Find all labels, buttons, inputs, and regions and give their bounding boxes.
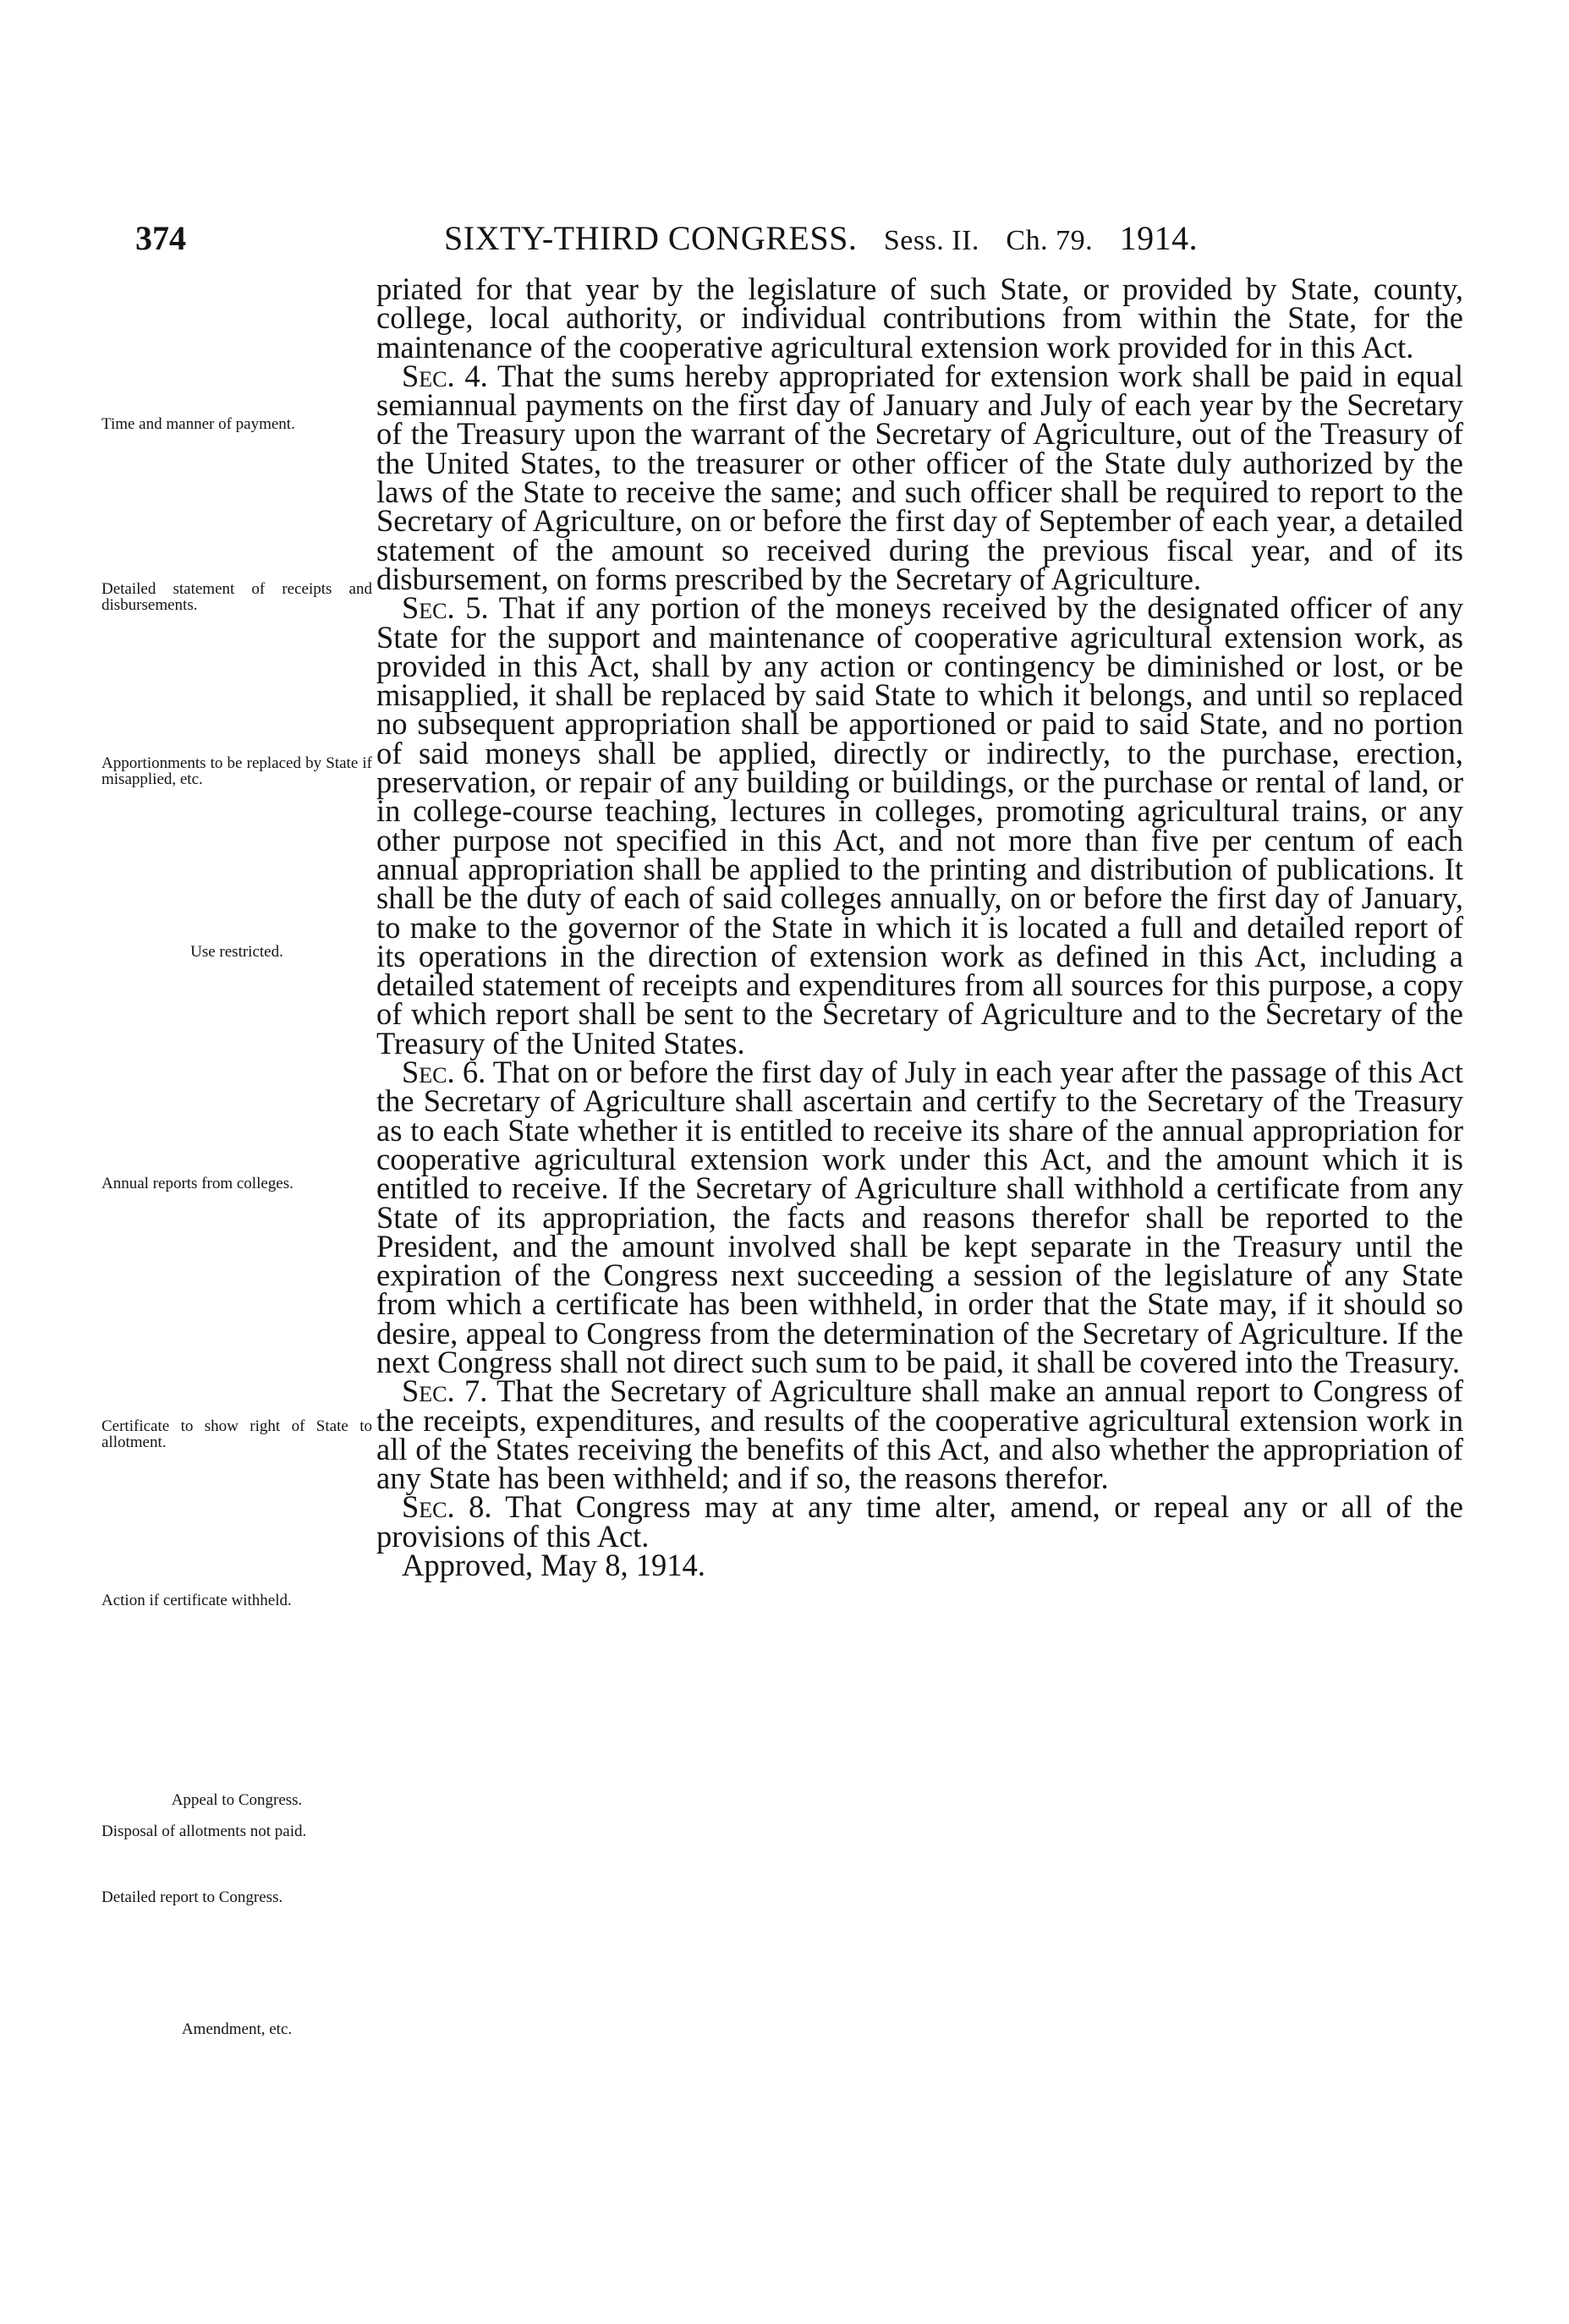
section-7-text: That the Secretary of Agriculture shall make an annual report to Congress of the receipts, expenditures, and results of the cooperative agricultural extension work in all of the States receiving the benefits of this Act, and also whether the appropriation of any State has been withheld; and if so, the reasons therefor. <box>376 1373 1463 1496</box>
page-header <box>0 213 1569 264</box>
margin-note-time-and-manner: Time and manner of payment. <box>101 415 295 433</box>
statute-body <box>376 271 1464 1583</box>
running-head-year: 1914. <box>1119 219 1199 257</box>
section-4 <box>376 358 1464 596</box>
section-6 <box>376 1055 1464 1379</box>
margin-note-detailed-statement: Detailed statement of receipts and disbursements. <box>101 580 372 614</box>
section-8 <box>376 1489 1464 1554</box>
margin-note-apportionments: Apportionments to be replaced by State if misapplied, etc. <box>101 754 372 788</box>
section-4-text: That the sums hereby appropriated for extension work shall be paid in equal semiannual payments on the first day of January and July of each year by the Secretary of the Treasury upon the warrant of the Secretary of Agriculture, out of the Treasury of the United States, to the treasurer or other officer of the State duly authorized by the laws of the State to receive the same; and such officer shall be required to report to the Secretary of Agriculture, on or before the first day of September of each year, a detailed statement of the amount so received during the previous fiscal year, and of its disbursement, on forms prescribed by the Secretary of Agriculture. <box>376 358 1464 596</box>
section-4-number: Sec. 4. <box>402 358 488 393</box>
section-6-number: Sec. 6. <box>402 1055 486 1090</box>
margin-note-annual-reports: Annual reports from colleges. <box>101 1175 294 1192</box>
section-5-number: Sec. 5. <box>402 590 489 626</box>
margin-note-certificate: Certificate to show right of State to allotment. <box>101 1417 372 1451</box>
page-number: 374 <box>135 219 186 257</box>
running-head-congress: SIXTY-THIRD CONGRESS. <box>444 219 858 257</box>
section-5-text: That if any portion of the moneys received by the designated officer of any State for the support and maintenance of cooperative agricultural extension work, as provided in this Act, shall by any action or contingency be diminished or lost, or be misapplied, it shall be replaced by said State to which it belongs, and until so replaced no subsequent appropriation shall be apportioned or paid to said State, and no portion of said moneys shall be applied, directly or indirectly, to the purchase, erection, preservation, or repair of any building or buildings, or the purchase or rental of land, or in college-course teaching, lectures in colleges, promoting agricultural trains, or any other purpose not specified in this Act, and not more than five per centum of each annual appropriation shall be applied to the printing and distribution of publications. It shall be the duty of each of said colleges annually, on or before the first day of January, to make to the governor of the State in which it is located a full and detailed report of its operations in the direction of extension work as defined in this Act, including a detailed statement of receipts and expenditures from all sources for this purpose, a copy of which report shall be sent to the Secretary of Agriculture and to the Secretary of the Treasury of the United States. <box>376 590 1464 1061</box>
section-8-number: Sec. 8. <box>402 1489 492 1525</box>
section-7-number: Sec. 7. <box>402 1373 488 1409</box>
section-8-text: That Congress may at any time alter, amend, or repeal any or all of the provisions of this Act. <box>376 1489 1464 1554</box>
margin-note-use-restricted: Use restricted. <box>190 943 283 961</box>
continuation-paragraph: priated for that year by the legislature of such State, or provided by State, county, college, local authority, or individual contributions from within the State, for the maintenance of the cooperative agricultural extension work provided for in this Act. <box>376 271 1463 364</box>
section-7 <box>376 1373 1463 1496</box>
margin-note-amendment: Amendment, etc. <box>181 2020 293 2038</box>
margin-note-disposal: Disposal of allotments not paid. <box>101 1822 307 1840</box>
section-6-text: That on or before the first day of July in each year after the passage of this Act the Secretary of Agriculture shall ascertain and certify to the Secretary of the Treasury as to each State whether it is entitled to receive its share of the annual appropriation for cooperative agricultural extension work under this Act, and the amount which it is entitled to receive. If the Secretary of Agriculture shall withhold a certificate from any State of its appropriation, the facts and reasons therefor shall be reported to the President, and the amount involved shall be kept separate in the Treasury until the expiration of the Congress next succeeding a session of the legislature of any State from which a certificate has been withheld, in order that the State may, if it should so desire, appeal to Congress from the determination of the Secretary of Agriculture. If the next Congress shall not direct such sum to be paid, it shall be covered into the Treasury. <box>376 1055 1464 1379</box>
running-head-session: Sess. II. <box>883 225 979 256</box>
running-head-chapter: Ch. 79. <box>1006 225 1094 256</box>
margin-note-action-withheld: Action if certificate withheld. <box>101 1592 292 1609</box>
approval-date: Approved, May 8, 1914. <box>402 1548 705 1583</box>
running-head <box>444 213 1198 266</box>
margin-note-detailed-report: Detailed report to Congress. <box>101 1888 283 1906</box>
section-5 <box>376 590 1464 1061</box>
margin-note-appeal: Appeal to Congress. <box>171 1791 303 1809</box>
